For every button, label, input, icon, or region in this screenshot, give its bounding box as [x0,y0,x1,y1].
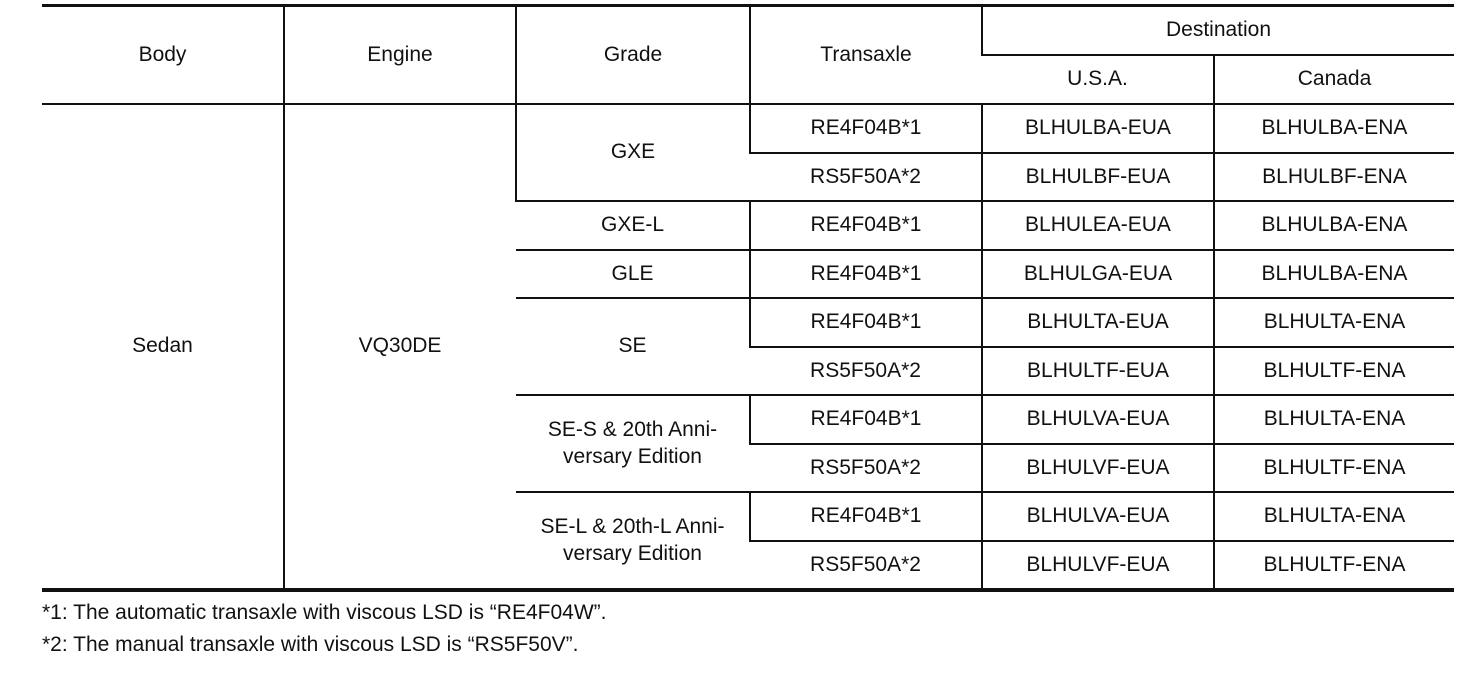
header-usa: U.S.A. [982,55,1214,104]
transaxle-cell: RS5F50A*2 [750,153,982,202]
grade-cell [516,395,750,492]
canada-cell: BLHULBA-ENA [1214,250,1454,299]
footnote-1: *1: The automatic transaxle with viscous LSD is “RE4F04W”. [42,601,607,624]
transaxle-cell: RE4F04B*1 [750,492,982,541]
footnote-2: *2: The manual transaxle with viscous LSD is “RS5F50V”. [42,633,579,656]
transaxle-cell: RE4F04B*1 [750,104,982,153]
canada-cell: BLHULTF-ENA [1214,541,1454,591]
table-row [42,104,1454,153]
spec-table [42,4,1454,592]
grade-cell: GXE-L [516,201,750,250]
header-grade: Grade [516,6,750,105]
header-body: Body [42,6,284,105]
grade-line: versary Edition [563,541,702,565]
transaxle-cell: RE4F04B*1 [750,395,982,444]
usa-cell: BLHULEA-EUA [982,201,1214,250]
usa-cell: BLHULBF-EUA [982,153,1214,202]
transaxle-cell: RE4F04B*1 [750,201,982,250]
canada-cell: BLHULBA-ENA [1214,201,1454,250]
grade-cell: SE [516,298,750,395]
header-canada: Canada [1214,55,1454,104]
canada-cell: BLHULTF-ENA [1214,444,1454,493]
canada-cell: BLHULBA-ENA [1214,104,1454,153]
usa-cell: BLHULBA-EUA [982,104,1214,153]
usa-cell: BLHULVA-EUA [982,395,1214,444]
canada-cell: BLHULTF-ENA [1214,347,1454,396]
usa-cell: BLHULTA-EUA [982,298,1214,347]
canada-cell: BLHULTA-ENA [1214,492,1454,541]
usa-cell: BLHULGA-EUA [982,250,1214,299]
grade-cell: GLE [516,250,750,299]
usa-cell: BLHULVA-EUA [982,492,1214,541]
transaxle-cell: RS5F50A*2 [750,444,982,493]
header-transaxle: Transaxle [750,6,982,105]
usa-cell: BLHULVF-EUA [982,444,1214,493]
grade-line: SE-S & 20th Anni- [547,418,718,442]
grade-cell [516,492,750,590]
grade-cell: GXE [516,104,750,201]
canada-cell: BLHULTA-ENA [1214,395,1454,444]
engine-cell: VQ30DE [284,104,516,590]
header-destination: Destination [982,6,1454,56]
transaxle-cell: RS5F50A*2 [750,347,982,396]
usa-cell: BLHULTF-EUA [982,347,1214,396]
canada-cell: BLHULBF-ENA [1214,153,1454,202]
usa-cell: BLHULVF-EUA [982,541,1214,591]
header-engine: Engine [284,6,516,105]
grade-line: SE-L & 20th-L Anni- [540,515,725,539]
canada-cell: BLHULTA-ENA [1214,298,1454,347]
grade-line: versary Edition [563,444,702,468]
transaxle-cell: RE4F04B*1 [750,298,982,347]
body-cell: Sedan [42,104,284,590]
transaxle-cell: RS5F50A*2 [750,541,982,591]
transaxle-cell: RE4F04B*1 [750,250,982,299]
